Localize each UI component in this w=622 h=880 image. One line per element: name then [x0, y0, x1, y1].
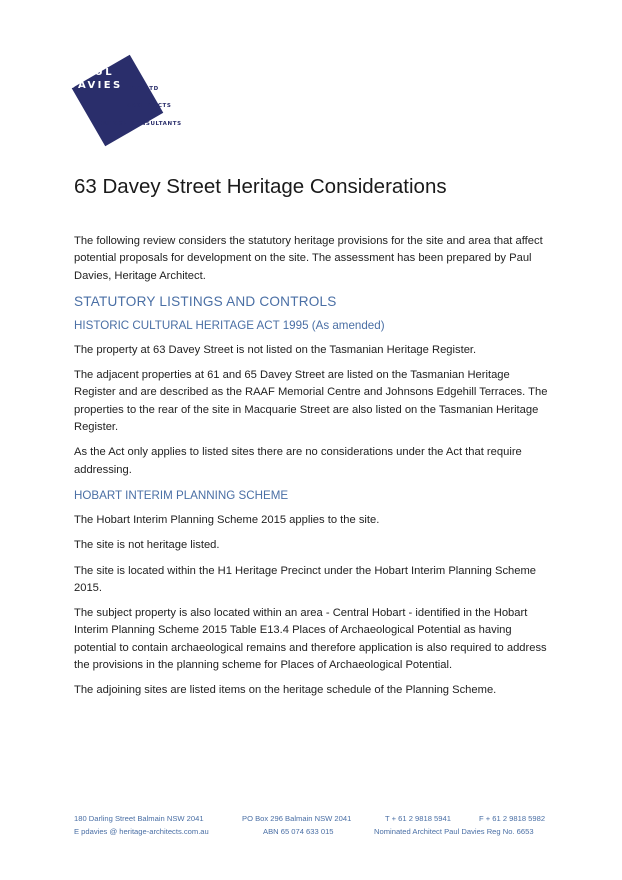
paragraph: The property at 63 Davey Street is not listed on the Tasmanian Heritage Register. — [74, 343, 477, 356]
paragraph: The Hobart Interim Planning Scheme 2015 applies to the site. — [74, 513, 380, 526]
company-logo — [40, 30, 200, 140]
subheading-planning-scheme: HOBART INTERIM PLANNING SCHEME — [74, 488, 289, 502]
footer-fax: F + 61 2 9818 5982 — [479, 814, 546, 823]
paragraph: The subject property is also located within an area - Central Hobart - identified in the Hobart Interim Planning Scheme 2015 Table E13.4 Places of Archaeological Potential as having potential to contain archaeological remains and therefore application is also required to address the provisions in the planning scheme for Places of Archaeological Potential. — [74, 607, 547, 672]
footer-address: 180 Darling Street Balmain NSW 2041 — [74, 814, 204, 823]
subheading-heritage-act: HISTORIC CULTURAL HERITAGE ACT 1995 (As amended) — [74, 318, 385, 332]
footer-po-box: PO Box 296 Balmain NSW 2041 — [242, 814, 352, 823]
section-heading-statutory: STATUTORY LISTINGS AND CONTROLS — [74, 293, 337, 309]
paragraph: The site is not heritage listed. — [74, 539, 220, 552]
footer-row — [74, 827, 550, 840]
page-footer — [74, 814, 550, 840]
logo-name — [62, 66, 128, 92]
intro-paragraph: The following review considers the statutory heritage provisions for the site and area that affect potential proposals for development on the site. The assessment has been prepared by Paul Davies, Heritage Architect. — [74, 235, 543, 282]
footer-phone: T + 61 2 9818 5941 — [385, 814, 451, 823]
paragraph: The site is located within the H1 Heritage Precinct under the Hobart Interim Planning Scheme 2015. — [74, 564, 537, 594]
document-title: 63 Davey Street Heritage Considerations — [74, 175, 447, 198]
logo-name-line2: DAVIES — [67, 80, 123, 91]
footer-row — [74, 814, 550, 827]
document-body — [74, 233, 554, 708]
logo-name-line1: PAUL — [76, 67, 114, 78]
logo-pty-ltd: PTY LTD — [130, 86, 159, 92]
paragraph: The adjoining sites are listed items on the heritage schedule of the Planning Scheme. — [74, 684, 497, 697]
paragraph: As the Act only applies to listed sites there are no considerations under the Act that require addressing. — [74, 446, 522, 476]
paragraph: The adjacent properties at 61 and 65 Davey Street are listed on the Tasmanian Heritage Register and are described as the RAAF Memorial Centre and Johnsons Edgehill Terraces. The properties to the rear of the site in Macquarie Street are also listed on the Tasmanian Heritage Register. — [74, 369, 548, 434]
footer-email: E pdavies @ heritage-architects.com.au — [74, 827, 209, 836]
footer-nominated-architect: Nominated Architect Paul Davies Reg No. 6653 — [374, 827, 534, 836]
logo-architects: ARCHITECTS — [127, 103, 172, 109]
footer-abn: ABN 65 074 633 015 — [263, 827, 334, 836]
logo-heritage-consultants: HERITAGE CONSULTANTS — [93, 121, 182, 127]
